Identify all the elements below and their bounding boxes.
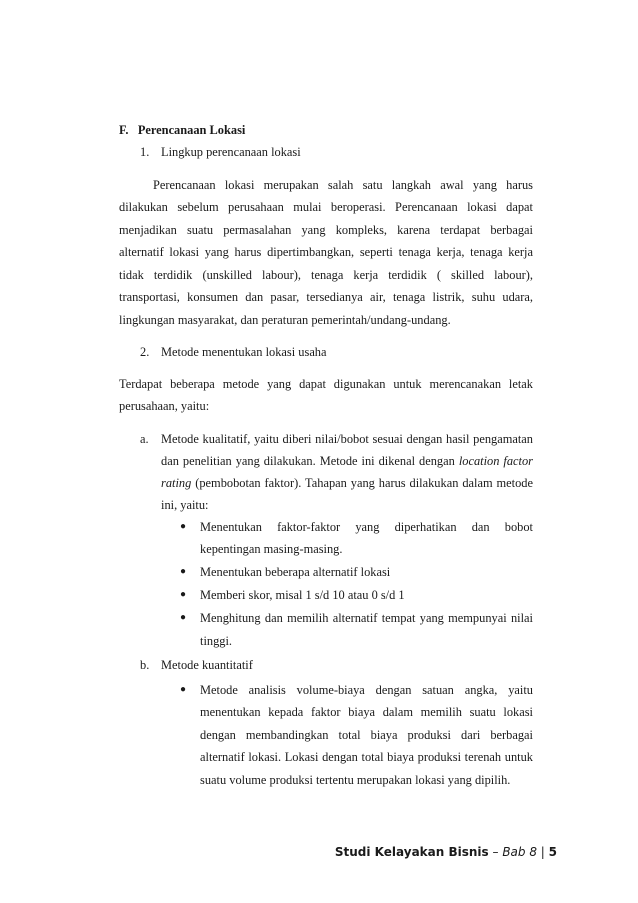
- page-footer: [335, 845, 557, 859]
- footer-separator: –: [488, 845, 503, 859]
- para2-line: Terdapat beberapa metode yang dapat digunakan untuk merencanakan letak: [119, 377, 533, 391]
- bullet-icon: ●: [180, 684, 187, 695]
- sub-a-line: Metode kualitatif, yaitu diberi nilai/bobot sesuai dengan hasil pengamatan: [161, 432, 533, 446]
- page-number: 5: [548, 845, 557, 859]
- section-title: Perencanaan Lokasi: [137, 123, 246, 137]
- item2-title: Metode menentukan lokasi usaha: [161, 345, 327, 359]
- item1-title: Lingkup perencanaan lokasi: [161, 145, 301, 159]
- bullet-icon: ●: [180, 521, 187, 532]
- bullet-icon: ●: [180, 612, 187, 623]
- bullet-text: menentukan kepada faktor biaya dalam memilih suatu lokasi: [200, 705, 533, 719]
- item2-number: 2.: [140, 345, 150, 359]
- sub-b-title: Metode kuantitatif: [161, 658, 253, 672]
- bullet-text: tinggi.: [200, 634, 233, 648]
- sub-a-line2-text: dan penelitian yang dilakukan. Metode ini dikenal dengan: [161, 454, 455, 468]
- sub-a-line2-italic: location factor: [458, 454, 533, 468]
- item1-number: 1.: [140, 145, 150, 159]
- bullet-text: Menghitung dan memilih alternatif tempat yang mempunyai nilai: [200, 611, 533, 625]
- footer-title: Studi Kelayakan Bisnis: [334, 845, 489, 859]
- bullet-icon: ●: [180, 566, 187, 577]
- para2-line: perusahaan, yaitu:: [119, 399, 210, 413]
- bullet-text: Menentukan beberapa alternatif lokasi: [200, 565, 391, 579]
- sub-a-label: a.: [140, 432, 149, 446]
- sub-a-line3-text: (pembobotan faktor). Tahapan yang harus dilakukan dalam metode: [195, 476, 533, 490]
- para1-line: transportasi, konsumen dan pasar, tersedianya air, tenaga listrik, suhu udara,: [119, 290, 533, 304]
- sub-a-line: [161, 453, 533, 469]
- sub-b-label: b.: [140, 658, 150, 672]
- para1-line: dilakukan sebelum perusahaan mulai beroperasi. Perencanaan lokasi dapat: [119, 200, 533, 214]
- footer-chapter: Bab 8: [502, 845, 537, 859]
- bullet-text: kepentingan masing-masing.: [200, 542, 343, 556]
- bullet-text: Metode analisis volume-biaya dengan satuan angka, yaitu: [200, 683, 533, 697]
- sub-a-line: ini, yaitu:: [161, 498, 209, 512]
- footer-bar: |: [536, 845, 549, 859]
- sub-a-line: [161, 475, 533, 491]
- section-heading: [119, 122, 533, 138]
- para1-line: lingkungan masyarakat, dan peraturan pemerintah/undang-undang.: [119, 313, 451, 327]
- bullet-text: suatu volume produksi tertentu merupakan lokasi yang dipilih.: [200, 773, 511, 787]
- para1-line: menjadikan suatu permasalahan yang kompleks, karena terdapat berbagai: [119, 223, 533, 237]
- bullet-text: Menentukan faktor-faktor yang diperhatikan dan bobot: [200, 520, 533, 534]
- sub-a-line3-italic: rating: [161, 476, 192, 490]
- para1-line: alternatif lokasi yang harus dipertimbangkan, seperti tenaga kerja, tenaga kerja: [119, 245, 533, 259]
- para1-line: Perencanaan lokasi merupakan salah satu langkah awal yang harus: [153, 178, 533, 192]
- section-label: F.: [119, 123, 129, 137]
- para1-line: tidak terdidik (unskilled labour), tenaga kerja terdidik ( skilled labour),: [119, 268, 533, 282]
- bullet-text: Memberi skor, misal 1 s/d 10 atau 0 s/d 1: [200, 588, 405, 602]
- bullet-text: dengan membandingkan total biaya produksi dari berbagai: [200, 728, 533, 742]
- bullet-text: alternatif lokasi. Lokasi dengan total biaya produksi terenah untuk: [200, 750, 533, 764]
- bullet-icon: ●: [180, 589, 187, 600]
